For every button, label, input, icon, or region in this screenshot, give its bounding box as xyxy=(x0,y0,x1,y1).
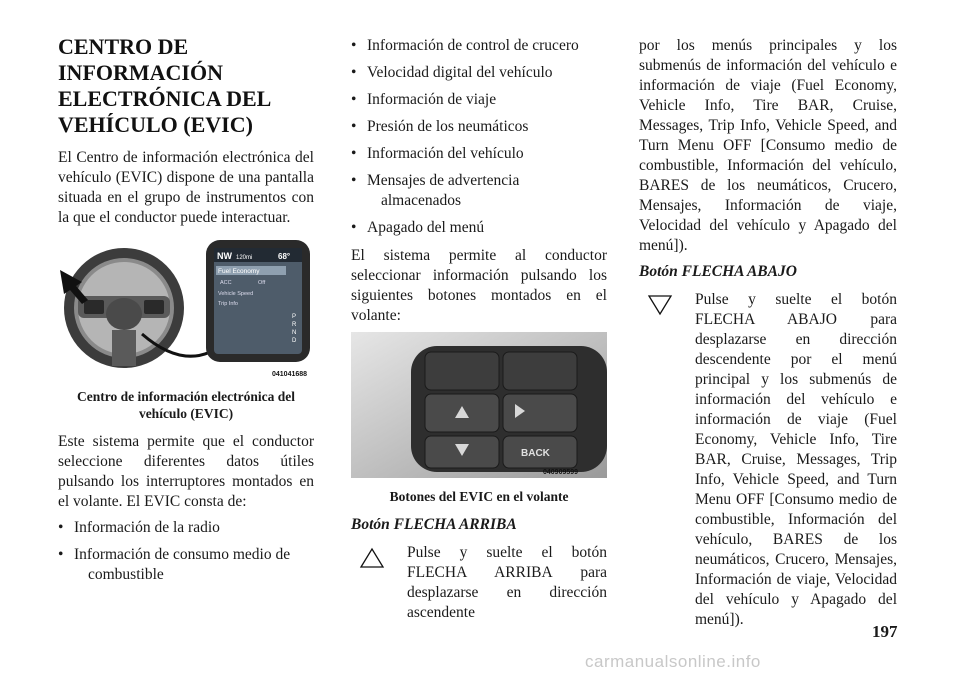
down-arrow-outline-icon xyxy=(647,294,673,316)
down-arrow-block xyxy=(639,290,897,630)
up-arrow-text: Pulse y suelte el botón FLECHA ARRIBA para desplazarse en dirección ascendente xyxy=(407,544,607,621)
list-item: • Mensajes de advertencia almacenados xyxy=(351,171,607,211)
list-item: • Apagado del menú xyxy=(351,218,607,238)
section-title: CENTRO DE INFORMACIÓN ELECTRÓNICA DEL VEHÍCULO (EVIC) xyxy=(58,34,271,137)
svg-text:Off: Off xyxy=(258,280,266,286)
svg-text:N: N xyxy=(292,330,297,336)
svg-text:R: R xyxy=(292,322,297,328)
buttons-paragraph: El sistema permite al conductor seleccionar información pulsando los siguientes botones montados en el volante: xyxy=(351,247,607,324)
back-label: BACK xyxy=(521,448,550,459)
up-arrow-outline-icon xyxy=(359,547,385,569)
list-item: • Información del vehículo xyxy=(351,144,607,164)
column-2 xyxy=(351,36,607,623)
continued-paragraph: por los menús principales y los submenús de información del vehículo e información de viaje (Fuel Economy, Vehicle Info, Tire BAR, Cruise, Messages, Trip Info, Vehicle Speed, and Turn Menu OFF [Consumo medio de combustible, Información del vehículo, BARES de los neumáticos, Crucero, Mensajes, Información de viaje, Velocidad del vehículo y Apagado del menú]). xyxy=(639,37,897,254)
figure-code: 041041688 xyxy=(272,371,308,378)
svg-text:Trip Info: Trip Info xyxy=(218,301,238,307)
buttons-figure xyxy=(351,332,607,505)
svg-text:Fuel Economy: Fuel Economy xyxy=(218,268,260,275)
list-item: • Información de control de crucero xyxy=(351,36,607,56)
list-item: • Información de la radio xyxy=(58,518,314,538)
evic-buttons-illustration xyxy=(351,332,607,478)
svg-text:68°: 68° xyxy=(278,252,291,261)
evic-illustration xyxy=(58,234,314,378)
figure-code: 040909599 xyxy=(543,469,579,476)
up-arrow-heading: Botón FLECHA ARRIBA xyxy=(351,516,517,533)
figure-caption: Botones del EVIC en el volante xyxy=(389,489,569,504)
list-item: • Información de consumo medio de combustible xyxy=(58,545,314,585)
paragraph-2: Este sistema permite que el conductor seleccione diferentes datos útiles pulsando los interruptores montados en el volante. El EVIC consta de: xyxy=(58,433,314,510)
svg-text:NW: NW xyxy=(217,251,232,261)
feature-list-1 xyxy=(58,518,314,585)
column-3 xyxy=(639,36,897,630)
column-1 xyxy=(58,34,314,593)
figure-caption: Centro de información electrónica del vehículo (EVIC) xyxy=(77,389,295,421)
watermark: carmanualsonline.info xyxy=(585,652,761,671)
down-arrow-text: Pulse y suelte el botón FLECHA ABAJO para desplazarse en dirección descendente por el menú principal y los submenús de información del vehículo e información de viaje (Fuel Economy, Vehicle Info, Tire BAR, Cruise, Messages, Trip Info, Vehicle Speed, and Turn Menu OFF [Consumo medio de combustible, Información del vehículo, BARES de los neumáticos, Crucero, Mensajes, Información de viaje, Velocidad del vehículo y Apagado del menú]). xyxy=(695,291,897,628)
up-arrow-block xyxy=(351,543,607,623)
list-item: • Información de viaje xyxy=(351,90,607,110)
svg-text:ACC: ACC xyxy=(220,280,232,286)
svg-text:D: D xyxy=(292,338,297,344)
feature-list-2 xyxy=(351,36,607,238)
svg-text:120mi: 120mi xyxy=(236,255,253,261)
svg-text:Vehicle Speed: Vehicle Speed xyxy=(218,291,254,297)
down-arrow-heading: Botón FLECHA ABAJO xyxy=(639,263,797,280)
evic-figure xyxy=(58,234,314,422)
page-number: 197 xyxy=(872,622,898,641)
svg-text:P: P xyxy=(292,314,297,320)
list-item: • Velocidad digital del vehículo xyxy=(351,63,607,83)
intro-paragraph: El Centro de información electrónica del vehículo (EVIC) dispone de una pantalla situada en el grupo de instrumentos con la que el conductor puede interactuar. xyxy=(58,149,314,226)
list-item: • Presión de los neumáticos xyxy=(351,117,607,137)
